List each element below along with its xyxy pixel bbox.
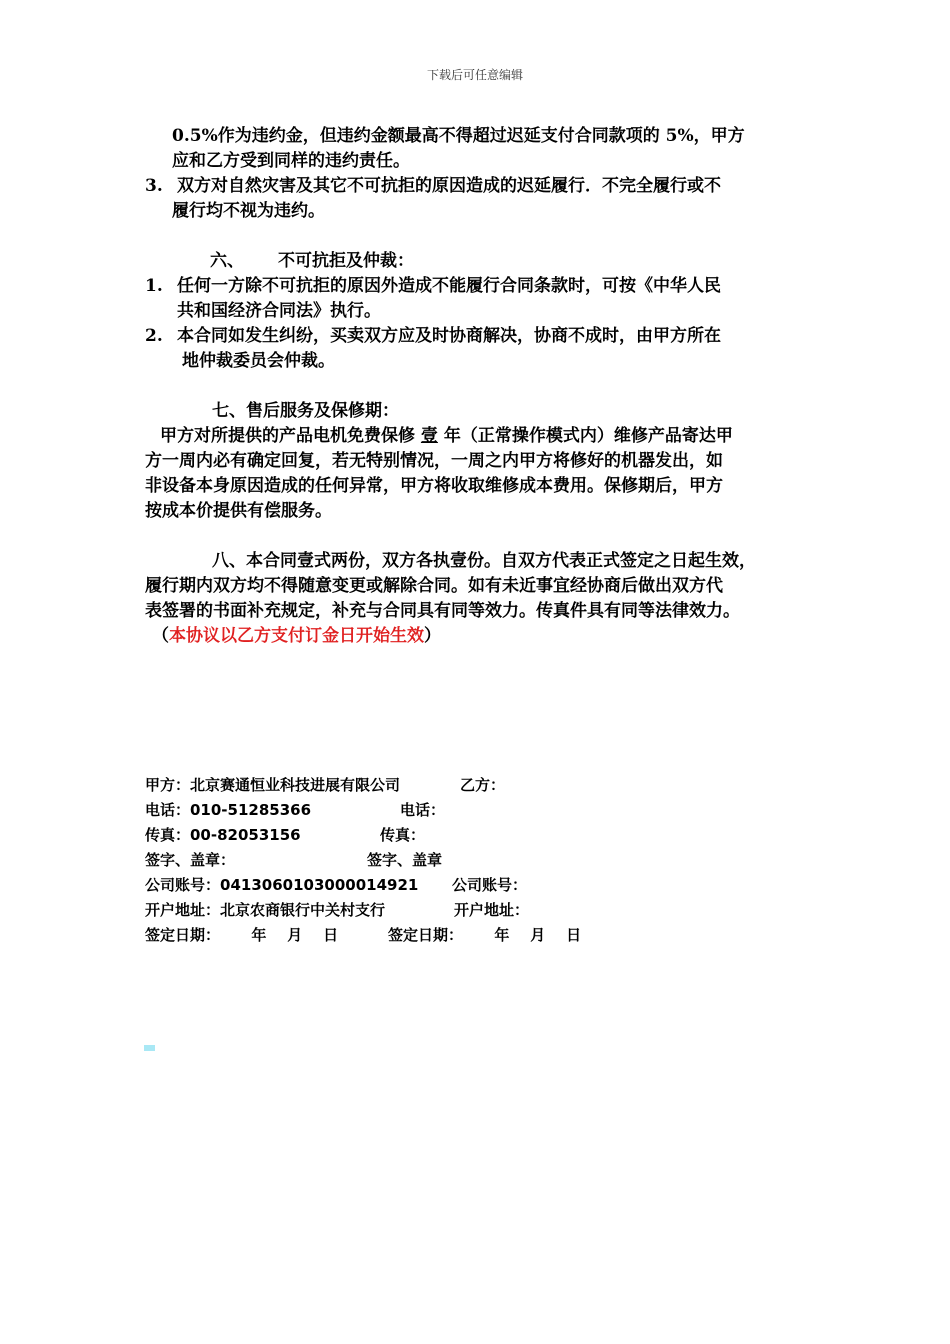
list-item-number: 3. bbox=[145, 176, 163, 196]
date-b: 签定日期： 年 月 日 bbox=[388, 926, 582, 944]
list-item-number: 2. bbox=[145, 326, 163, 346]
paragraph-line: 应和乙方受到同样的违约责任。 bbox=[172, 151, 410, 171]
sign-seal-a: 签字、盖章： bbox=[145, 851, 236, 869]
paragraph-line: 八、本合同壹式两份，双方各执壹份。自双方代表正式签定之日起生效， bbox=[212, 551, 756, 571]
list-item-text: 共和国经济合同法》执行。 bbox=[177, 301, 381, 321]
list-item-text: 本合同如发生纠纷，买卖双方应及时协商解决，协商不成时，由甲方所在 bbox=[177, 326, 721, 346]
warranty-text-pre: 甲方对所提供的产品电机免费保修 bbox=[160, 426, 415, 446]
effective-note bbox=[152, 625, 441, 647]
party-b: 乙方： bbox=[460, 776, 506, 794]
paragraph-line: 非设备本身原因造成的任何异常，甲方将收取维修成本费用。保修期后，甲方 bbox=[145, 476, 723, 496]
account-a-number: 0413060103000014921 bbox=[220, 876, 419, 894]
list-item-text: 双方对自然灾害及其它不可抗拒的原因造成的迟延履行．不完全履行或不 bbox=[177, 176, 721, 196]
section-heading-number: 六、 bbox=[210, 251, 244, 271]
paragraph-line: 0.5%作为违约金，但违约金额最高不得超过迟延支付合同款项的 5%，甲方 bbox=[172, 126, 745, 146]
fax-a: 传真：00-82053156 bbox=[145, 826, 301, 844]
party-a: 甲方：北京赛通恒业科技进展有限公司 bbox=[145, 776, 401, 794]
phone-a: 电话：010-51285366 bbox=[145, 801, 312, 819]
list-item-text: 地仲裁委员会仲裁。 bbox=[182, 351, 335, 371]
highlight-marker bbox=[144, 1045, 155, 1051]
account-a-label: 公司账号： bbox=[145, 876, 221, 894]
bank-a: 开户地址：北京农商银行中关村支行 bbox=[145, 901, 386, 919]
fax-b: 传真： bbox=[380, 826, 426, 844]
effective-note-text: 本协议以乙方支付订金日开始生效 bbox=[169, 626, 424, 646]
header-note: 下载后可任意编辑 bbox=[426, 68, 523, 82]
section-heading: 七、售后服务及保修期： bbox=[212, 401, 399, 421]
section-heading: 不可抗拒及仲裁： bbox=[278, 251, 414, 271]
list-item-text: 任何一方除不可抗拒的原因外造成不能履行合同条款时，可按《中华人民 bbox=[177, 276, 721, 296]
sign-seal-b: 签字、盖章 bbox=[367, 851, 443, 869]
paragraph-line: 履行期内双方均不得随意变更或解除合同。如有未近事宜经协商后做出双方代 bbox=[145, 576, 723, 596]
phone-b: 电话： bbox=[400, 801, 446, 819]
paragraph-line: 方一周内必有确定回复，若无特别情况，一周之内甲方将修好的机器发出，如 bbox=[145, 451, 723, 471]
paragraph-line: 表签署的书面补充规定，补充与合同具有同等效力。传真件具有同等法律效力。 bbox=[145, 601, 740, 621]
account-a bbox=[145, 875, 418, 895]
paragraph-line bbox=[160, 425, 733, 447]
note-bracket-close: ） bbox=[424, 626, 441, 646]
bank-b: 开户地址： bbox=[454, 901, 530, 919]
date-a: 签定日期： 年 月 日 bbox=[145, 926, 339, 944]
list-item-text: 履行均不视为违约。 bbox=[172, 201, 325, 221]
note-bracket-open: （ bbox=[152, 626, 169, 646]
paragraph-line: 按成本价提供有偿服务。 bbox=[145, 501, 332, 521]
account-b: 公司账号： bbox=[452, 876, 528, 894]
list-item-number: 1. bbox=[145, 276, 163, 296]
warranty-text-post: 年（正常操作模式内）维修产品寄达甲 bbox=[443, 426, 733, 446]
warranty-years: 壹 bbox=[420, 426, 438, 446]
